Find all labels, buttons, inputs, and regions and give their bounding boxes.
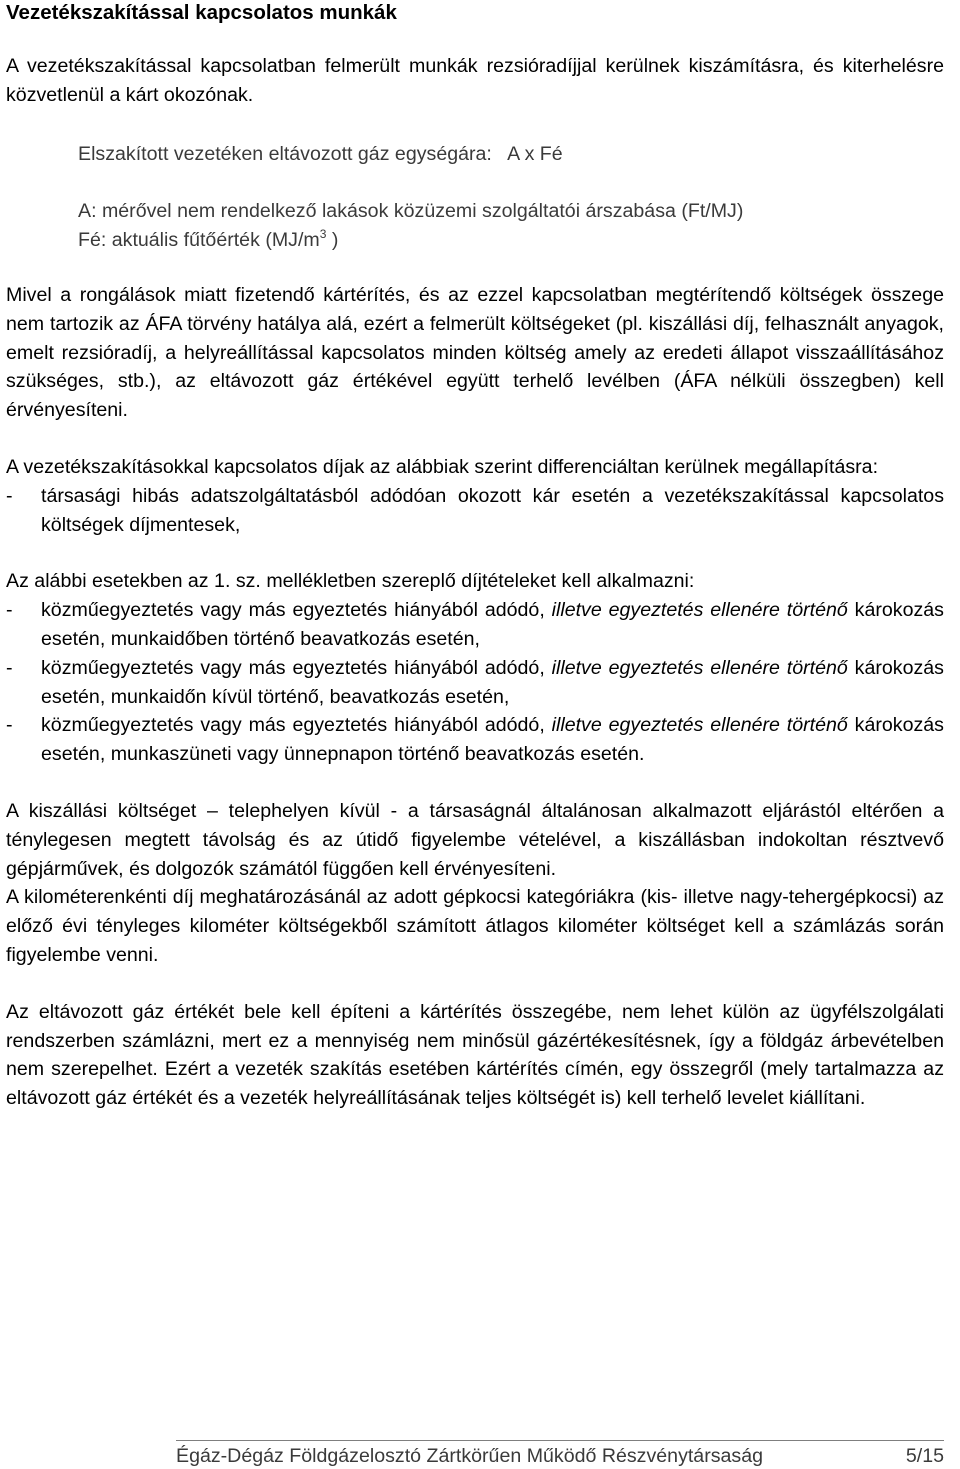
case-text-post: károkozás esetén, munkaidőben történő beavatkozás esetén, <box>41 599 944 650</box>
case-text-post: károkozás esetén, munkaszüneti vagy ünnepnapon történő beavatkozás esetén. <box>41 714 944 766</box>
formula-def-fe <box>6 226 944 255</box>
case-text-pre: közműegyeztetés vagy más egyeztetés hiányából adódó, <box>41 599 552 622</box>
case-text <box>41 596 944 654</box>
case-text-pre: közműegyeztetés vagy más egyeztetés hiányából adódó, <box>41 656 552 679</box>
section-heading: Vezetékszakítással kapcsolatos munkák <box>6 1 397 24</box>
dispatch-cost-paragraph: A kiszállási költséget – telephelyen kívül - a társaságnál általánosan alkalmazott eljárástól eltérően a ténylegesen megtett távolság és az útidő figyelembe vételével, a kiszállásban indokoltan résztvevő gépjárművek, és dolgozók számától függően kell érvényesíteni. <box>6 799 944 880</box>
list-dash: - <box>6 599 13 622</box>
case-text <box>41 711 944 769</box>
case-text-italic: illetve egyeztetés ellenére történő <box>551 656 848 679</box>
case-text <box>41 654 944 712</box>
case-text-post: károkozás esetén, munkaidőn kívül történő, beavatkozás esetén, <box>41 656 944 708</box>
list-dash: - <box>6 656 13 679</box>
kilometer-fee-paragraph: A kilométerenkénti díj meghatározásánál az adott gépkocsi kategóriákra (kis- illetve nagy-tehergépkocsi) az előző évi tényleges kilométer költségekből számított átlagos kilométer költséget kell a számlázás során figyelembe venni. <box>6 886 944 966</box>
footer-page-number: 5/15 <box>905 1445 944 1467</box>
case-text-pre: közműegyeztetés vagy más egyeztetés hiányából adódó, <box>41 714 552 737</box>
cases-intro: Az alábbi esetekben az 1. sz. mellékletben szereplő díjtételeket kell alkalmazni: <box>6 570 695 593</box>
intro-paragraph: A vezetékszakítással kapcsolatban felmerült munkák rezsióradíjjal kerülnek kiszámításra, és kiterhelésre közvetlenül a kárt okozónak. <box>6 55 944 106</box>
case-item <box>6 654 944 712</box>
formula-def-fe-prefix: Fé: aktuális fűtőérték (MJ/m <box>78 229 320 252</box>
case-text-italic: illetve egyeztetés ellenére történő <box>551 599 848 622</box>
list-dash: - <box>6 484 13 507</box>
footer-company: Égáz-Dégáz Földgázelosztó Zártkörűen Működő Részvénytársaság <box>176 1445 764 1467</box>
formula-def-a: A: mérővel nem rendelkező lakások közüzemi szolgáltatói árszabása (Ft/MJ) <box>78 200 744 223</box>
gas-value-paragraph: Az eltávozott gáz értékét bele kell építeni a kártérítés összegébe, nem lehet külön az ügyfélszolgálati rendszerben számlázni, mert ez a mennyiség nem minősül gázértékesítésnek, így a földgáz árbevételben nem szerepelhet. Ezért a vezeték szakítás esetében kártérítés címén, egy összegről (mely tartalmazza az eltávozott gáz értékét és a vezeték helyreállításának teljes költségét is) kell terhelő levelet kiállítani. <box>6 1000 944 1110</box>
formula-expression: A x Fé <box>507 142 563 165</box>
free-of-charge-text: társasági hibás adatszolgáltatásból adódóan okozott kár esetén a vezetékszakítással kapcsolatos költségek díjmentesek, <box>41 484 944 536</box>
case-item <box>6 711 944 769</box>
document-page <box>6 0 944 1113</box>
vat-paragraph: Mivel a rongálások miatt fizetendő kártérítés, és az ezzel kapcsolatban megtérítendő költségek összege nem tartozik az ÁFA törvény hatálya alá, ezért a felmerült költségeket (pl. kiszállási díj, felhasznált anyagok, emelt rezsióradíj, a helyreállítással kapcsolatos minden költség amely az eredeti állapot visszaállításához szükséges, stb.), az eltávozott gáz értékével együtt terhelő levélben (ÁFA nélküli összegben) kell érvényesíteni. <box>6 283 944 422</box>
formula-def-fe-sup: 3 <box>319 227 327 242</box>
differentiation-paragraph: A vezetékszakításokkal kapcsolatos díjak az alábbiak szerint differenciáltan kerülnek megállapításra: <box>6 455 879 478</box>
case-item <box>6 596 944 654</box>
case-text-italic: illetve egyeztetés ellenére történő <box>551 714 848 737</box>
free-of-charge-item <box>6 482 944 540</box>
formula-def-fe-suffix: ) <box>326 229 339 252</box>
formula-line <box>6 140 944 169</box>
list-dash: - <box>6 714 13 737</box>
page-footer <box>176 1440 944 1469</box>
formula-label: Elszakított vezetéken eltávozott gáz egységára: <box>78 142 492 165</box>
